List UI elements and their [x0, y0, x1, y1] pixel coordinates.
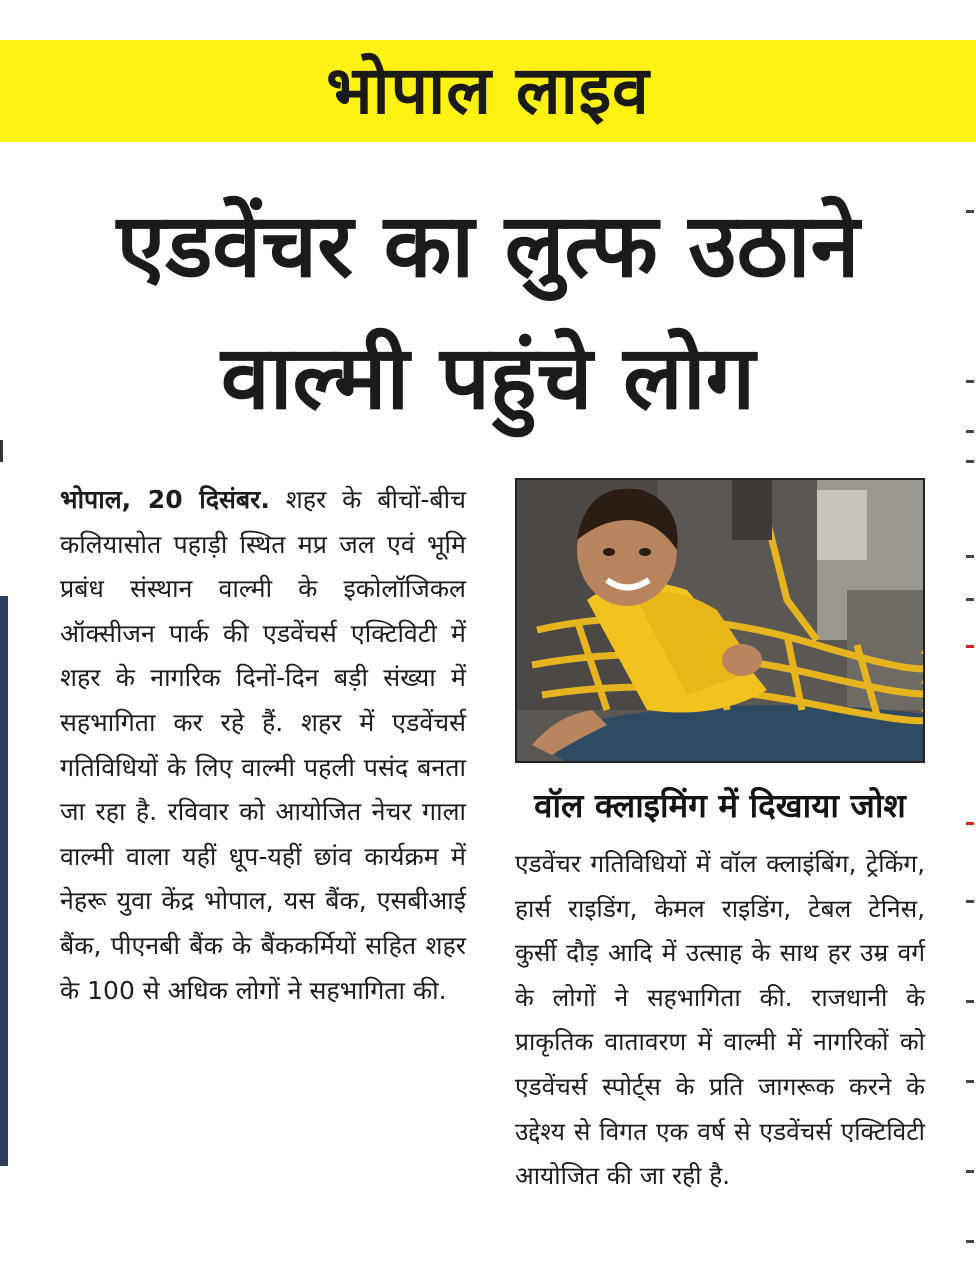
adjacent-article-edge: [0, 596, 8, 1166]
headline-line-1: एडवेंचर का लुत्फ उठाने: [116, 194, 860, 297]
caption-body: एडवेंचर गतिविधियों में वॉल क्लाइंबिंग, ट्रेकिंग, हार्स राइडिंग, केमल राइडिंग, टेबल टेनिस, कुर्सी दौड़ आदि में उत्साह के साथ हर उम्र वर्ग के लोगों ने सहभागिता की. राजधानी के प्राकृतिक वातावरण में वाल्मी में नागरिकों को एडवेंचर्स स्पोर्ट्स के प्रति जागरूक करने के उद्देश्य से विगत एक वर्ष से एडवेंचर्स एक्टिविटी आयोजित की जा रही है.: [515, 849, 925, 1191]
section-title: भोपाल लाइव: [326, 52, 650, 129]
headline-line-2: वाल्मी पहुंचे लोग: [220, 326, 756, 429]
dateline: भोपाल, 20 दिसंबर.: [60, 485, 270, 514]
article-text: शहर के बीचों-बीच कलियासोत पहाड़ी स्थित मप्र जल एवं भूमि प्रबंध संस्थान वाल्मी के इकोलॉजिकल ऑक्सीजन पार्क की एडवेंचर्स एक्टिविटी में शहर के नागरिक दिनों-दिन बड़ी संख्या में सहभागिता कर रहे हैं. शहर में एडवेंचर्स गतिविधियों के लिए वाल्मी पहली पसंद बनता जा रहा है. रविवार को आयोजित नेचर गाला वाल्मी वाला यहीं धूप-यहीं छांव कार्यक्रम में नेहरू युवा केंद्र भोपाल, यस बैंक, एसबीआई बैंक, पीएनबी बैंक के बैंककर्मियों सहित शहर के 100 से अधिक लोगों ने सहभागिता की.: [60, 485, 466, 1005]
section-banner: [0, 40, 976, 142]
wall-climbing-photo: [515, 478, 925, 763]
adjacent-text-edge: [0, 440, 3, 462]
climbing-boy-image: [517, 480, 923, 761]
caption-heading: वॉल क्लाइमिंग में दिखाया जोश: [534, 786, 906, 825]
article-body: [60, 478, 466, 1013]
headline: [0, 180, 976, 444]
